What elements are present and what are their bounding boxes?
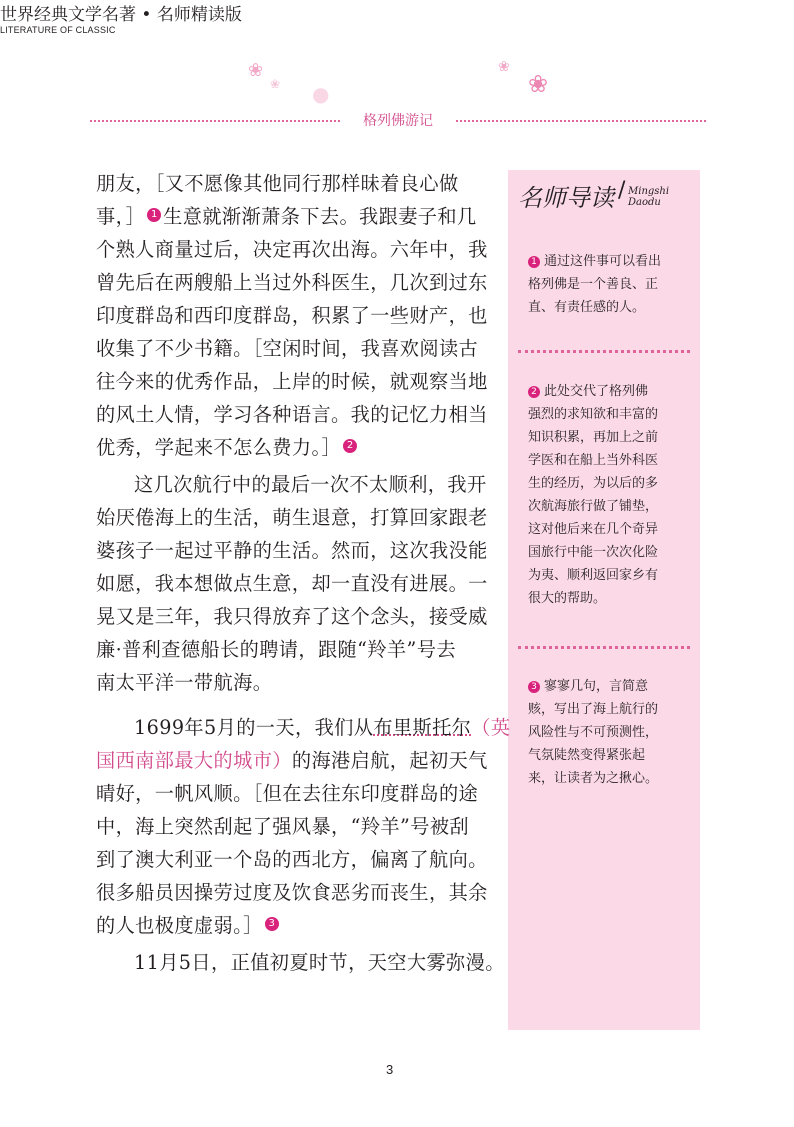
note-2-line: 为夷、顺利返回家乡有 — [528, 568, 659, 583]
note-1-line: 格列佛是一个善良、正 — [528, 277, 659, 292]
annotation-marker-2: 2 — [343, 439, 357, 453]
body-line: 印度群岛和西印度群岛，积累了一些财产，也 — [96, 304, 488, 327]
body-line: 国西南部最大的城市）的海港启航，起初天气 — [96, 749, 488, 772]
body-line: 到了澳大利亚一个岛的西北方，偏离了航向。 — [96, 848, 488, 871]
body-line: 的风土人情，学习各种语言。我的记忆力相当 — [96, 403, 488, 426]
body-line: 优秀，学起来不怎么费力。］ 2 — [96, 436, 359, 460]
body-line: 婆孩子一起过平静的生活。然而，这次我没能 — [96, 539, 488, 562]
note-2-line: 次航海旅行做了铺垫， — [528, 499, 659, 514]
book-title: 格列佛游记 — [363, 113, 433, 129]
body-line: 1699年5月的一天，我们从布里斯托尔（英 — [134, 716, 511, 739]
note-3-line: 来，让读者为之揪心。 — [528, 771, 659, 786]
body-line: 中，海上突然刮起了强风暴，“羚羊”号被刮 — [96, 815, 469, 838]
note-1-line: 1 通过这件事可以看出 — [528, 253, 661, 271]
note-3-line: 3 寥寥几句，言简意 — [528, 678, 648, 696]
body-line: 个熟人商量过后，决定再次出海。六年中，我 — [96, 238, 488, 261]
place-note: 国西南部最大的城市） — [96, 749, 292, 772]
flower-icon: ❀ — [248, 60, 264, 81]
header-divider — [456, 120, 706, 122]
body-line: 的人也极度虚弱。］ 3 — [96, 914, 281, 938]
note-2-line: 强烈的求知欲和丰富的 — [528, 407, 659, 422]
sidebar-subtitle: Mingshi Daodu — [628, 186, 670, 208]
flower-icon: ❀ — [498, 59, 510, 75]
note-3-line: 气氛陡然变得紧张起 — [528, 748, 646, 763]
body-line: 11月5日，正值初夏时节，天空大雾弥漫。 — [134, 951, 505, 974]
flower-icon: ❀ — [270, 77, 281, 91]
body-line: 晃又是三年，我只得放弃了这个念头，接受威 — [96, 605, 488, 628]
sidebar-title: 名师导读 — [518, 184, 614, 212]
flower-icon: ❀ — [528, 70, 549, 98]
note-divider — [518, 646, 690, 649]
note-2-line: 学医和在船上当外科医 — [528, 453, 659, 468]
note-divider — [518, 350, 690, 353]
place-name: 布里斯托尔 — [373, 716, 472, 739]
body-line: 朋友，［又不愿像其他同行那样昧着良心做 — [96, 172, 459, 195]
header-divider — [90, 120, 340, 122]
note-badge-2: 2 — [528, 386, 540, 398]
annotation-marker-3: 3 — [265, 917, 279, 931]
note-2-line: 2 此处交代了格列佛 — [528, 383, 648, 401]
note-3-line: 赅，写出了海上航行的 — [528, 702, 659, 717]
note-3-line: 风险性与不可预测性， — [528, 725, 659, 740]
body-line: 南太平洋一带航海。 — [96, 671, 273, 694]
note-2-line: 知识积累，再加上之前 — [528, 430, 659, 445]
note-2-line: 很大的帮助。 — [528, 591, 607, 606]
series-subtitle: LITERATURE OF CLASSIC — [0, 25, 116, 35]
body-line: 廉·普利查德船长的聘请，跟随“羚羊”号去 — [96, 638, 456, 661]
note-1-line: 直、有责任感的人。 — [528, 300, 646, 315]
annotation-marker-1: 1 — [147, 208, 161, 222]
body-line: 很多船员因操劳过度及饮食恶劣而丧生，其余 — [96, 881, 488, 904]
page-number: 3 — [386, 1062, 394, 1077]
note-badge-1: 1 — [528, 256, 540, 268]
body-line: 事，］ 1 生意就渐渐萧条下去。我跟妻子和几 — [96, 205, 477, 228]
note-2-line: 生的经历，为以后的多 — [528, 476, 659, 491]
series-title: 世界经典文学名著 • 名师精读版 — [0, 5, 242, 25]
body-line: 收集了不少书籍。［空闲时间，我喜欢阅读古 — [96, 337, 479, 360]
note-2-line: 这对他后来在几个奇异 — [528, 522, 659, 537]
body-line: 始厌倦海上的生活，萌生退意，打算回家跟老 — [96, 506, 488, 529]
body-line: 曾先后在两艘船上当过外科医生，几次到过东 — [96, 271, 488, 294]
body-line: 如愿，我本想做点生意，却一直没有进展。一 — [96, 572, 488, 595]
flower-icon: ● — [312, 82, 330, 106]
title-divider: / — [618, 178, 626, 203]
note-2-line: 国旅行中能一次次化险 — [528, 545, 659, 560]
note-badge-3: 3 — [528, 681, 540, 693]
body-line: 这几次航行中的最后一次不太顺利，我开 — [134, 473, 487, 496]
body-line: 往今来的优秀作品，上岸的时候，就观察当地 — [96, 370, 488, 393]
body-line: 晴好，一帆风顺。［但在去往东印度群岛的途 — [96, 782, 479, 805]
